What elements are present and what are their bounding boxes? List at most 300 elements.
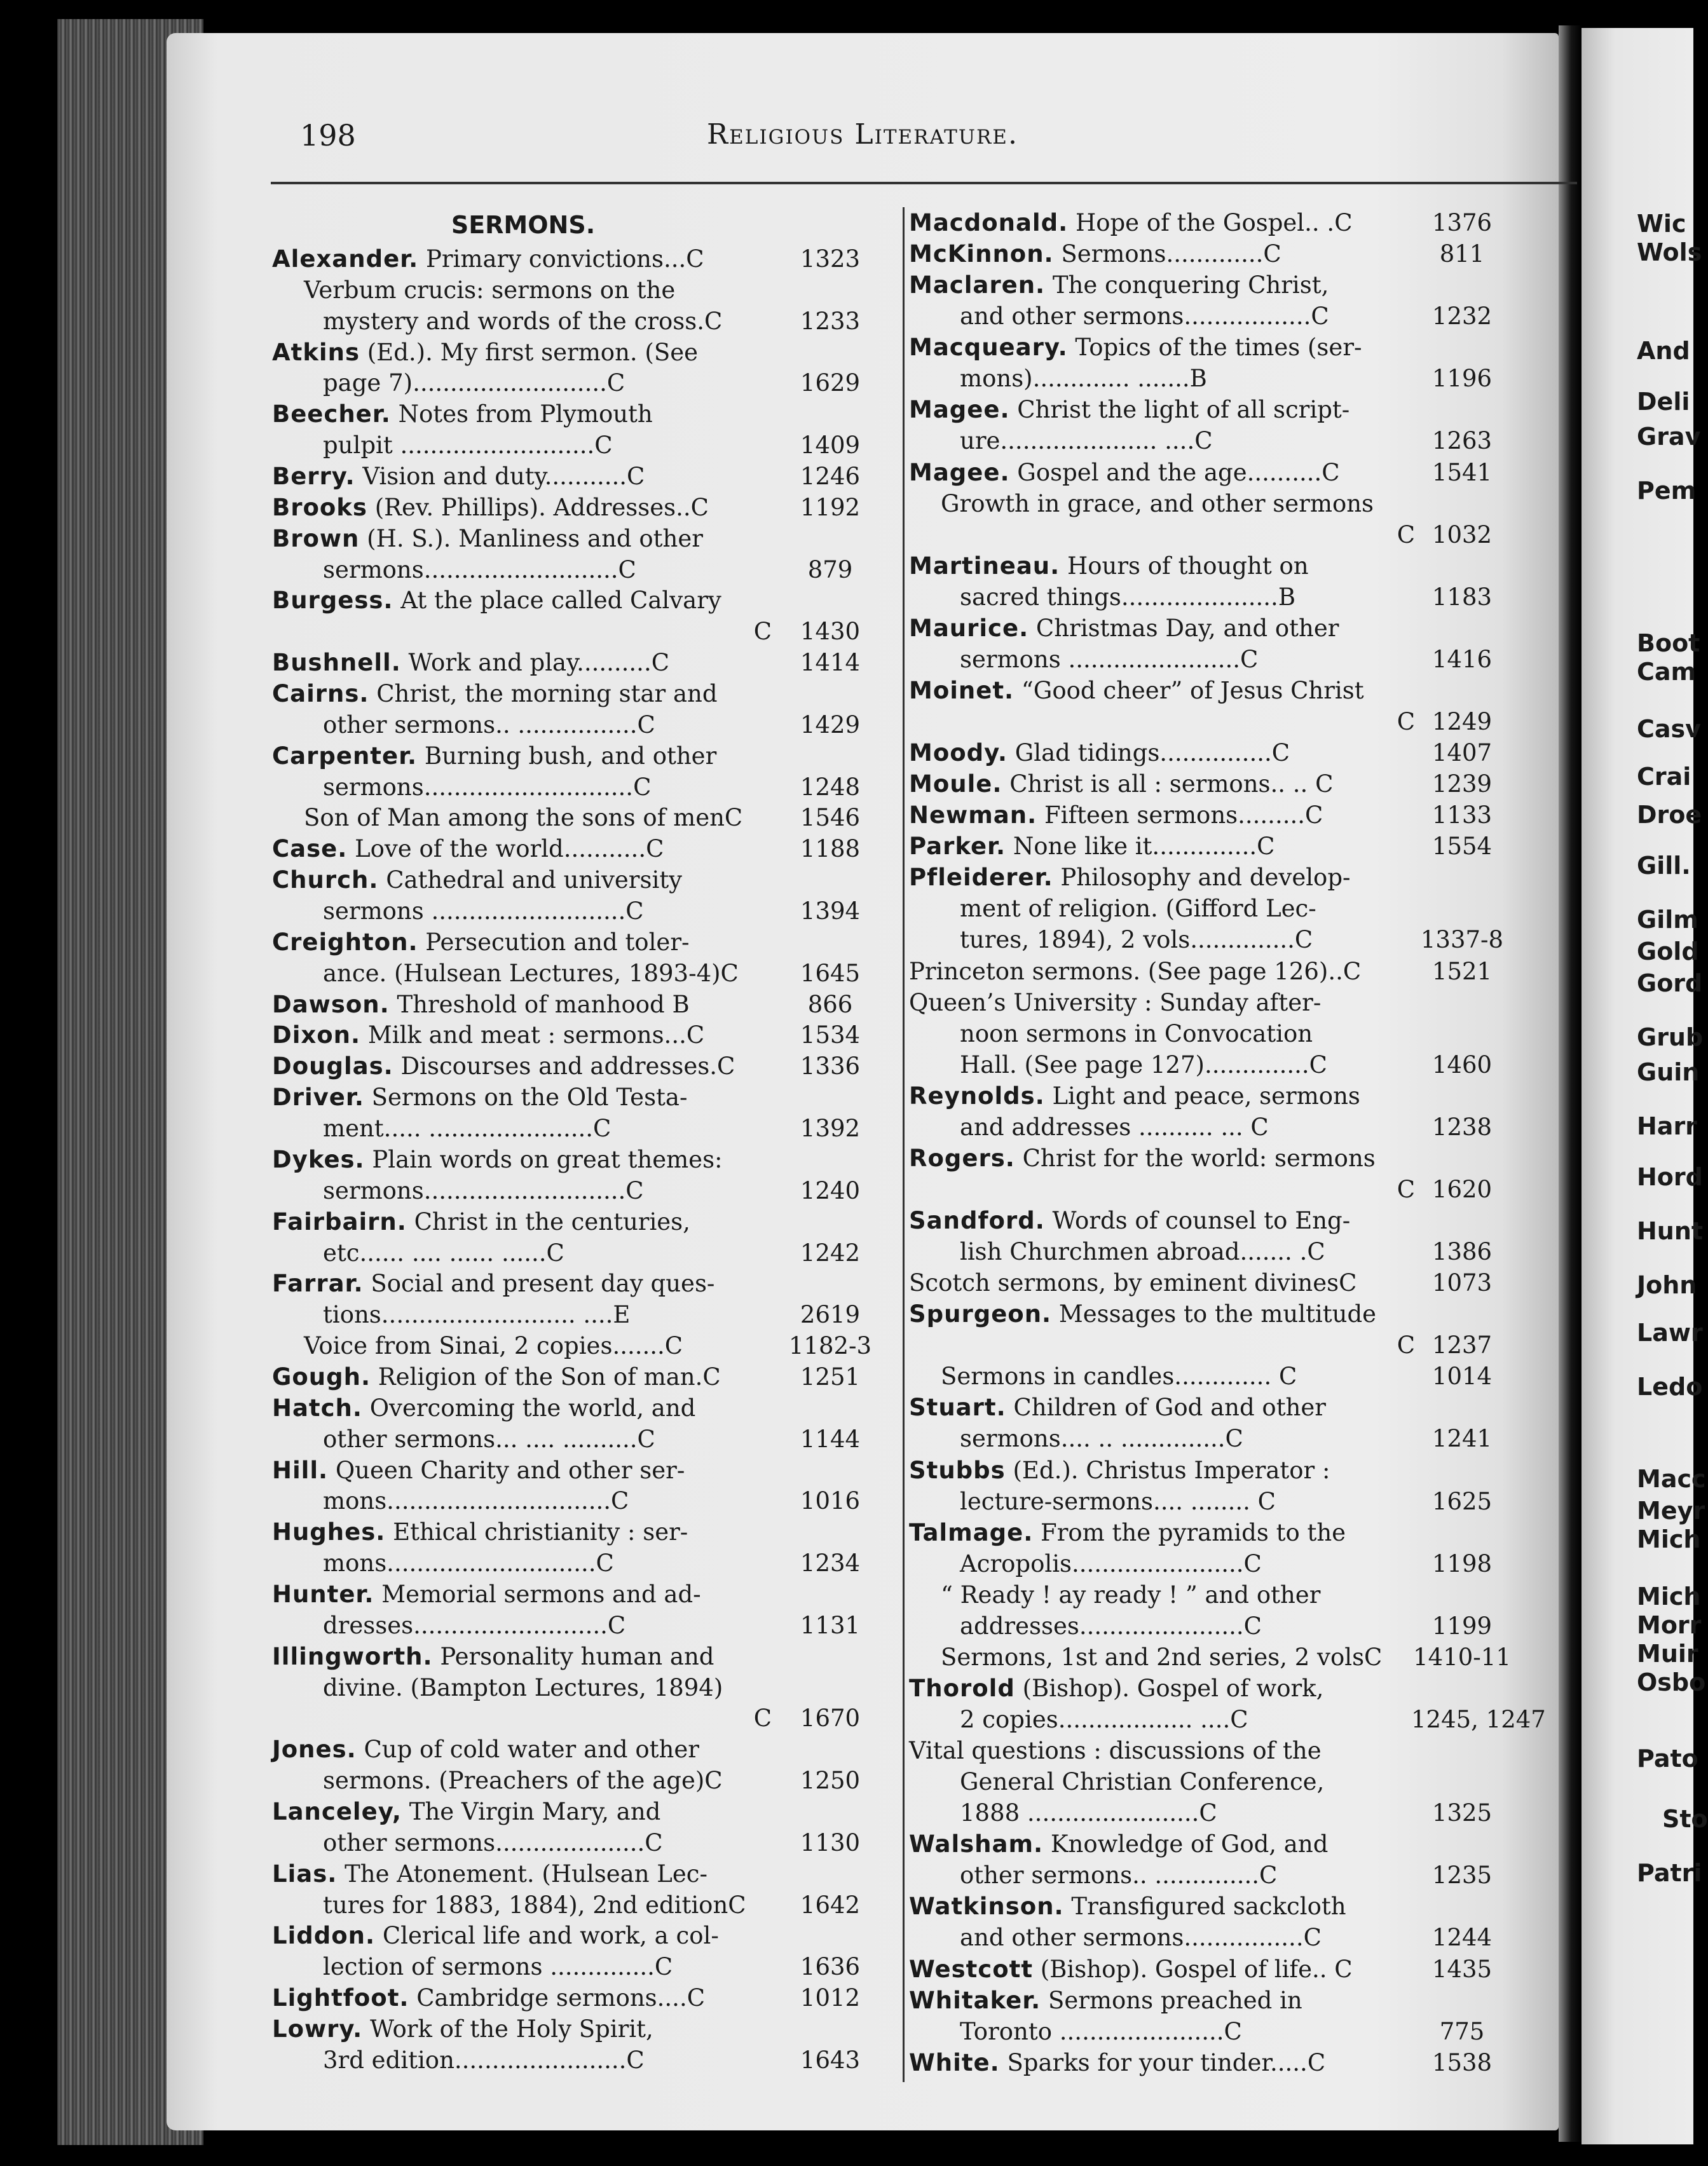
entry-title-continued: addresses......................C <box>960 1612 1262 1640</box>
catalog-entry <box>272 990 853 1021</box>
catalog-entry <box>909 1829 1493 1891</box>
entry-title: Social and present day ques- <box>371 1270 715 1298</box>
entry-shelf-number: 1670 <box>800 1705 861 1733</box>
catalog-entry <box>909 1579 1493 1642</box>
next-page-fragment: Macc <box>1637 1465 1706 1493</box>
entry-shelf-number: 1249 <box>1431 708 1493 735</box>
entry-title-continued: sermons..........................C <box>323 555 636 583</box>
next-page-fragment: Grub <box>1637 1023 1704 1051</box>
catalog-entry <box>909 613 1493 675</box>
entry-title: Fifteen sermons.........C <box>1044 801 1323 829</box>
catalog-entry <box>272 1145 861 1207</box>
entry-title: At the place called Calvary <box>400 587 721 615</box>
entry-shelf-number: 1636 <box>800 1953 861 1981</box>
entry-title-continued: ment of religion. (Gifford Lec- <box>960 895 1316 923</box>
next-page-fragment: Grav <box>1637 423 1701 451</box>
entry-shelf-number: 1144 <box>800 1425 861 1453</box>
entry-author: Carpenter. <box>272 742 418 770</box>
entry-author: Martineau. <box>909 552 1060 580</box>
entry-shelf-number: 1241 <box>1431 1425 1493 1453</box>
catalog-entry <box>272 679 861 741</box>
next-page-fragment: John <box>1637 1271 1697 1299</box>
catalog-entry <box>272 1734 861 1797</box>
entry-title: Children of God and other <box>1013 1394 1326 1422</box>
catalog-entry <box>272 493 861 524</box>
entry-title: Glad tidings...............C <box>1015 739 1290 767</box>
entry-shelf-number: 1237 <box>1431 1332 1493 1359</box>
entry-author: Lias. <box>272 1860 338 1888</box>
entry-title-continued: lecture-sermons.... ........ C <box>960 1487 1276 1515</box>
entry-author: Macdonald. <box>909 209 1069 236</box>
catalog-entry <box>909 1954 1493 1985</box>
catalog-entry <box>272 2014 861 2076</box>
entry-title-continued: C <box>753 618 772 646</box>
next-page-fragment: Hunt <box>1637 1217 1704 1245</box>
catalog-entry <box>272 1393 861 1455</box>
entry-author: Whitaker. <box>909 1986 1041 2014</box>
catalog-entry <box>909 1891 1493 1953</box>
next-page-fragment: Gilm <box>1637 906 1698 934</box>
entry-title: Christ is all : sermons.. .. C <box>1009 770 1334 798</box>
entry-shelf-number: 1645 <box>800 959 861 987</box>
entry-title: Plain words on great themes: <box>372 1145 723 1173</box>
entry-shelf-number: 1521 <box>1431 957 1493 985</box>
catalog-entry <box>909 269 1493 332</box>
entry-author: Burgess. <box>272 587 393 615</box>
catalog-entry <box>909 831 1493 862</box>
entry-title-continued: divine. (Bampton Lectures, 1894) <box>323 1673 723 1701</box>
entry-shelf-number: 1234 <box>800 1550 861 1577</box>
entry-title-continued: ance. (Hulsean Lectures, 1893-4)C <box>323 959 739 987</box>
catalog-entry <box>909 1205 1493 1267</box>
entry-title: Love of the world...........C <box>355 835 664 863</box>
entry-title-continued: Toronto ......................C <box>960 2017 1242 2045</box>
entry-title-continued: mons..............................C <box>323 1487 629 1515</box>
entry-title: (Ed.). My first sermon. (See <box>367 338 698 366</box>
entry-title-continued: other sermons.. ..............C <box>960 1862 1278 1890</box>
entry-title-continued: tures for 1883, 1884), 2nd editionC <box>323 1891 746 1919</box>
entry-shelf-number: 1183 <box>1431 583 1493 611</box>
entry-title-continued: C <box>1397 708 1415 735</box>
entry-title: (H. S.). Manliness and other <box>367 524 703 552</box>
entry-shelf-number: 1196 <box>1431 365 1493 393</box>
entry-author: Jones. <box>272 1736 357 1764</box>
entry-author: McKinnon. <box>909 240 1054 268</box>
entry-title: Christ, the morning star and <box>376 680 718 708</box>
left-column <box>272 207 872 2076</box>
entry-author: Dixon. <box>272 1021 361 1049</box>
next-page-fragment: Pem <box>1637 477 1697 505</box>
entry-author: Creighton. <box>272 928 418 956</box>
entry-shelf-number: 1534 <box>800 1021 861 1049</box>
catalog-entry <box>909 768 1493 800</box>
entry-title: Memorial sermons and ad- <box>381 1580 701 1608</box>
entry-title-continued: lish Churchmen abroad....... .C <box>960 1238 1325 1266</box>
entry-author: Gough. <box>272 1363 371 1391</box>
entry-shelf-number: 1198 <box>1431 1550 1493 1577</box>
catalog-entry <box>909 2047 1493 2078</box>
entry-title: Verbum crucis: sermons on the <box>304 276 676 304</box>
gutter <box>1559 25 1582 2142</box>
next-page-fragment: Guin <box>1637 1058 1700 1086</box>
entry-author: Beecher. <box>272 400 391 428</box>
next-page-fragment: Cam <box>1637 658 1697 686</box>
catalog-entry <box>909 488 1493 550</box>
entry-shelf-number: 1620 <box>1431 1175 1493 1203</box>
entry-title: Son of Man among the sons of menC <box>304 804 743 832</box>
entry-shelf-number: 1429 <box>800 711 861 739</box>
entry-title-continued: sermons.... .. ..............C <box>960 1425 1243 1453</box>
catalog-entry <box>272 399 861 461</box>
next-page-fragment: Mich <box>1637 1583 1701 1611</box>
entry-title: Queen’s University : Sunday after- <box>909 988 1322 1016</box>
entry-author: Magee. <box>909 396 1010 424</box>
entry-title: None like it..............C <box>1013 833 1275 861</box>
entry-title: Work and play..........C <box>408 649 670 677</box>
catalog-entry <box>909 1673 1546 1735</box>
entry-title: Ethical christianity : ser- <box>393 1518 688 1546</box>
entry-shelf-number: 1394 <box>800 897 861 925</box>
catalog-entry <box>272 1642 861 1735</box>
page-header <box>300 118 1336 163</box>
entry-title-continued: mystery and words of the cross.C <box>323 307 723 335</box>
entry-title-continued: sermons............................C <box>323 773 652 801</box>
entry-title-continued: 1888 .......................C <box>960 1799 1217 1827</box>
entry-title: Philosophy and develop- <box>1060 864 1351 892</box>
entry-shelf-number: 1235 <box>1431 1862 1493 1890</box>
column-rule <box>903 207 905 2082</box>
entry-shelf-number: 1337-8 <box>1420 926 1504 954</box>
entry-author: White. <box>909 2048 1000 2076</box>
entry-author: Spurgeon. <box>909 1300 1052 1328</box>
entry-author: Brooks <box>272 493 367 521</box>
entry-shelf-number: 1016 <box>800 1487 861 1515</box>
entry-author: Magee. <box>909 458 1010 486</box>
entry-shelf-number: 1323 <box>800 245 861 273</box>
entry-title-continued: mons)............. .......B <box>960 365 1207 393</box>
entry-shelf-number: 879 <box>807 555 853 583</box>
catalog-entry <box>272 1921 861 1983</box>
entry-shelf-number: 1238 <box>1431 1113 1493 1141</box>
entry-shelf-number: 1250 <box>800 1767 861 1795</box>
next-page-fragment: Deli <box>1637 388 1690 416</box>
next-page-fragment: Wols <box>1637 238 1702 266</box>
entry-author: Macqueary. <box>909 334 1068 362</box>
catalog-entry <box>909 800 1493 831</box>
entry-title-continued: other sermons....................C <box>323 1829 663 1856</box>
entry-title-continued: and other sermons.................C <box>960 303 1329 330</box>
next-page-fragment: Casv <box>1637 715 1701 743</box>
entry-shelf-number: 1642 <box>800 1891 861 1919</box>
entry-author: Moody. <box>909 739 1008 767</box>
entry-title: Cup of cold water and other <box>364 1736 699 1764</box>
entry-title-continued: mons............................C <box>323 1550 614 1577</box>
entry-title-continued: sermons ..........................C <box>323 897 644 925</box>
next-page-fragment: Sto <box>1662 1805 1708 1833</box>
entry-title: Queen Charity and other ser- <box>335 1456 685 1484</box>
catalog-entry <box>909 862 1504 955</box>
entry-author: Liddon. <box>272 1922 376 1950</box>
entry-title-continued: other sermons.. ................C <box>323 711 655 739</box>
entry-title: Growth in grace, and other sermons <box>941 489 1374 517</box>
entry-title: Cambridge sermons....C <box>416 1984 706 2012</box>
entry-shelf-number: 1131 <box>800 1611 861 1639</box>
catalog-entry <box>272 461 861 493</box>
catalog-entry <box>272 927 861 990</box>
entry-title: Knowledge of God, and <box>1050 1830 1329 1858</box>
entry-title: The conquering Christ, <box>1052 271 1329 299</box>
entry-title-continued: etc...... .... ...... ......C <box>323 1239 564 1267</box>
entry-shelf-number: 1014 <box>1431 1363 1493 1391</box>
entry-title-continued: other sermons... .... ..........C <box>323 1425 655 1453</box>
entry-shelf-number: 1240 <box>800 1176 861 1204</box>
catalog-entry <box>272 275 861 337</box>
catalog-entry <box>909 332 1493 394</box>
catalog-entry <box>272 585 861 648</box>
entry-author: Moule. <box>909 770 1002 798</box>
entry-author: Atkins <box>272 338 360 366</box>
next-page-fragment: Gill. <box>1637 852 1691 880</box>
entry-shelf-number: 1625 <box>1431 1487 1493 1515</box>
entry-author: Maurice. <box>909 614 1029 642</box>
header-rule <box>271 182 1577 184</box>
catalog-entry <box>909 737 1493 768</box>
entry-shelf-number: 775 <box>1439 2017 1485 2045</box>
next-page-fragment: Mich <box>1637 1525 1701 1553</box>
entry-author: Parker. <box>909 833 1006 861</box>
entry-title: (Bishop). Gospel of work, <box>1022 1674 1324 1702</box>
entry-shelf-number: 1435 <box>1431 1955 1493 1983</box>
next-page-fragment: And <box>1637 337 1690 365</box>
next-page-fragment: Morr <box>1637 1611 1702 1639</box>
entry-title: Vision and duty...........C <box>362 463 645 491</box>
entry-title: Cathedral and university <box>386 866 683 894</box>
next-page-fragment: Gord <box>1637 969 1703 997</box>
catalog-entry <box>272 1269 861 1331</box>
next-page-fragment: Crai <box>1637 763 1691 791</box>
entry-title: Overcoming the world, and <box>369 1394 696 1422</box>
entry-shelf-number: 1244 <box>1431 1924 1493 1952</box>
entry-shelf-number: 1251 <box>800 1363 861 1391</box>
catalog-entry <box>272 834 861 865</box>
entry-author: Case. <box>272 835 348 863</box>
catalog-entry <box>909 987 1493 1080</box>
entry-author: Watkinson. <box>909 1893 1064 1921</box>
catalog-entry <box>909 1267 1493 1298</box>
catalog-entry <box>272 648 861 679</box>
catalog-entry <box>272 1797 861 1859</box>
catalog-entry <box>909 1735 1493 1829</box>
catalog-entry <box>272 865 861 927</box>
catalog-entry <box>272 1207 861 1269</box>
next-page-fragment: Pato <box>1637 1745 1698 1773</box>
entry-title: Sermons in candles............. C <box>941 1363 1297 1391</box>
entry-title-continued: sermons...........................C <box>323 1176 644 1204</box>
entry-title-continued: sermons .......................C <box>960 645 1259 673</box>
entry-title: Hope of the Gospel.. .C <box>1075 209 1353 236</box>
entry-title-continued: noon sermons in Convocation <box>960 1019 1313 1047</box>
entry-title: Sermons, 1st and 2nd series, 2 volsC <box>941 1643 1383 1671</box>
entry-title: Transfigured sackcloth <box>1071 1893 1346 1921</box>
entry-title: From the pyramids to the <box>1041 1518 1346 1546</box>
entry-author: Newman. <box>909 801 1037 829</box>
entry-shelf-number: 1643 <box>800 2046 861 2074</box>
entry-title: Topics of the times (ser- <box>1075 334 1362 362</box>
entry-shelf-number: 1325 <box>1431 1799 1493 1827</box>
section-title: SERMONS. <box>451 211 596 239</box>
entry-author: Moinet. <box>909 676 1015 704</box>
catalog-entry <box>272 337 861 400</box>
entry-author: Hunter. <box>272 1580 374 1608</box>
entry-shelf-number: 2619 <box>800 1301 861 1329</box>
entry-title: Work of the Holy Spirit, <box>369 2015 653 2043</box>
next-page-fragment: Harr <box>1637 1112 1697 1140</box>
entry-author: Alexander. <box>272 245 419 273</box>
entry-title: Milk and meat : sermons...C <box>367 1021 705 1049</box>
entry-shelf-number: 1546 <box>800 804 861 832</box>
catalog-entry <box>272 524 853 586</box>
running-title: Religious Literature. <box>707 118 1018 151</box>
entry-shelf-number: 1246 <box>800 463 861 491</box>
entry-title-continued: and addresses .......... ... C <box>960 1113 1269 1141</box>
catalog-entry <box>909 238 1485 269</box>
entry-shelf-number: 1410-11 <box>1413 1643 1511 1671</box>
entry-shelf-number: 866 <box>807 990 853 1018</box>
entry-shelf-number: 1376 <box>1431 209 1493 236</box>
entry-shelf-number: 1188 <box>800 835 861 863</box>
entry-title: Christ in the centuries, <box>414 1208 690 1236</box>
entry-shelf-number: 1407 <box>1431 739 1493 767</box>
entry-author: Lanceley, <box>272 1797 402 1825</box>
entry-title-continued: pulpit ..........................C <box>323 432 613 460</box>
entry-title-continued: C <box>1397 1175 1415 1203</box>
entry-title: Christ for the world: sermons <box>1022 1144 1376 1172</box>
entry-title-continued: sermons. (Preachers of the age)C <box>323 1767 723 1795</box>
entry-title: Vital questions : discussions of the <box>909 1737 1322 1765</box>
catalog-entry <box>909 457 1493 488</box>
entry-shelf-number: 1386 <box>1431 1238 1493 1266</box>
entry-shelf-number: 1232 <box>1431 303 1493 330</box>
catalog-entry <box>909 1517 1493 1579</box>
entry-title-continued: Acropolis.......................C <box>960 1550 1262 1577</box>
entry-title-continued: C <box>753 1705 772 1733</box>
catalog-entry <box>909 207 1493 238</box>
entry-title-continued: General Christian Conference, <box>960 1768 1325 1796</box>
entry-shelf-number: 1409 <box>800 432 861 460</box>
catalog-entry <box>272 1517 861 1579</box>
entry-author: Fairbairn. <box>272 1208 407 1236</box>
catalog-entry <box>909 675 1493 737</box>
entry-title: Religion of the Son of man.C <box>378 1363 721 1391</box>
entry-shelf-number: 1538 <box>1431 2048 1493 2076</box>
entry-title: Gospel and the age..........C <box>1017 458 1340 486</box>
entry-title: “Good cheer” of Jesus Christ <box>1021 676 1364 704</box>
catalog-entry <box>909 550 1493 613</box>
entry-title: Words of counsel to Eng- <box>1052 1207 1351 1234</box>
entry-title: Scotch sermons, by eminent divinesC <box>909 1269 1357 1297</box>
entry-author: Hill. <box>272 1456 329 1484</box>
entry-title-continued: ment..... ......................C <box>323 1115 611 1143</box>
catalog-entry <box>909 1080 1493 1143</box>
entry-title: Personality human and <box>440 1642 714 1670</box>
entry-author: Farrar. <box>272 1270 364 1298</box>
entry-author: Talmage. <box>909 1518 1034 1546</box>
next-page-fragment: Lawr <box>1637 1319 1703 1347</box>
entry-shelf-number: 1032 <box>1431 521 1493 548</box>
entry-shelf-number: 1133 <box>1431 801 1493 829</box>
entry-author: Lowry. <box>272 2015 363 2043</box>
entry-shelf-number: 1182-3 <box>788 1332 872 1360</box>
entry-title: Light and peace, sermons <box>1052 1082 1360 1110</box>
entry-author: Thorold <box>909 1674 1015 1702</box>
entry-author: Pfleiderer. <box>909 864 1053 892</box>
entry-shelf-number: 1130 <box>800 1829 861 1856</box>
entry-title: Clerical life and work, a col- <box>382 1922 719 1950</box>
entry-title: Discourses and addresses.C <box>400 1052 735 1080</box>
catalog-entry <box>909 1298 1493 1361</box>
catalog-entry <box>909 1143 1493 1205</box>
entry-author: Hatch. <box>272 1394 362 1422</box>
entry-title-continued: lection of sermons ..............C <box>323 1953 673 1981</box>
entry-title-continued: C <box>1397 1332 1415 1359</box>
entry-title-continued: and other sermons................C <box>960 1924 1322 1952</box>
next-page-fragment: Gold <box>1637 937 1699 965</box>
entry-shelf-number: 1460 <box>1431 1051 1493 1079</box>
entry-author: Illingworth. <box>272 1642 433 1670</box>
entry-title: “ Ready ! ay ready ! ” and other <box>941 1581 1321 1609</box>
entry-title-continued: tions.......................... ....E <box>323 1301 631 1329</box>
catalog-entry <box>272 1082 861 1145</box>
entry-author: Dykes. <box>272 1145 365 1173</box>
entry-title-continued: 3rd edition.......................C <box>323 2046 645 2074</box>
entry-author: Brown <box>272 524 360 552</box>
entry-shelf-number: 1430 <box>800 618 861 646</box>
entry-title: Sermons preached in <box>1048 1986 1302 2014</box>
entry-title: Sparks for your tinder.....C <box>1007 2048 1326 2076</box>
entry-title: Threshold of manhood B <box>397 990 690 1018</box>
middle-column <box>909 207 1546 2078</box>
entry-shelf-number: 1199 <box>1431 1612 1493 1640</box>
next-page-fragment: Wic <box>1637 210 1686 238</box>
next-page-fragment: Hord <box>1637 1163 1703 1191</box>
entry-title: Christ the light of all script- <box>1017 396 1350 424</box>
entry-shelf-number: 1239 <box>1431 770 1493 798</box>
entry-title-continued: dresses..........................C <box>323 1611 626 1639</box>
entry-author: Walsham. <box>909 1830 1044 1858</box>
catalog-entry <box>909 1361 1493 1392</box>
entry-title-continued: page 7)..........................C <box>323 369 625 397</box>
catalog-entry <box>909 394 1493 456</box>
entry-title: Voice from Sinai, 2 copies.......C <box>304 1332 683 1360</box>
entry-title: The Atonement. (Hulsean Lec- <box>345 1860 707 1888</box>
entry-title: Sermons.............C <box>1061 240 1281 268</box>
catalog-entry <box>272 244 861 275</box>
entry-author: Driver. <box>272 1084 364 1112</box>
catalog-entry <box>272 803 861 834</box>
entry-title: Burning bush, and other <box>424 742 717 770</box>
catalog-entry <box>909 1985 1485 2047</box>
entry-shelf-number: 1416 <box>1431 645 1493 673</box>
entry-title: (Bishop). Gospel of life.. C <box>1040 1955 1353 1983</box>
entry-shelf-number: 811 <box>1439 240 1485 268</box>
catalog-entry <box>272 1020 861 1051</box>
next-page-fragment: Ledo <box>1637 1373 1703 1401</box>
page-number: 198 <box>300 118 356 153</box>
catalog-entry <box>272 741 861 803</box>
catalog-entry <box>272 1331 872 1362</box>
entry-title: Sermons on the Old Testa- <box>371 1084 688 1112</box>
entry-shelf-number: 1629 <box>800 369 861 397</box>
